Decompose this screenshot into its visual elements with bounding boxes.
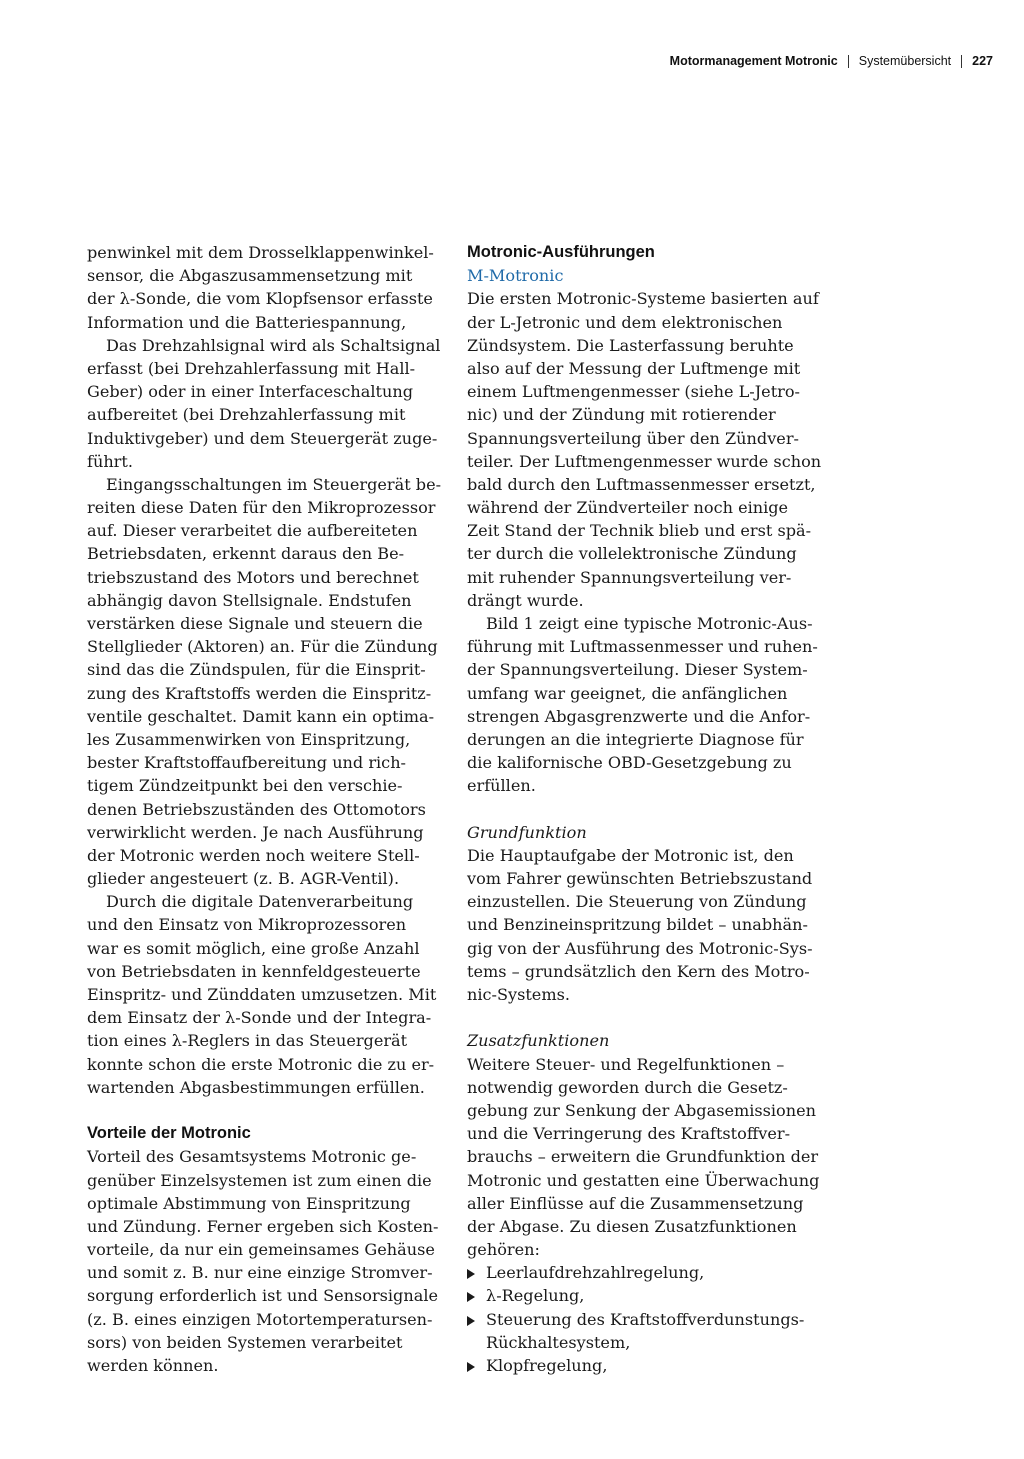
text-line: und somit z. B. nur eine einzige Stromver- [87,1263,433,1283]
text-line: vom Fahrer gewünschten Betriebszustand [467,869,813,889]
text-line: bester Kraftstoffaufbereitung und rich- [87,753,406,773]
list-item-text: Klopfregelung, [486,1356,608,1375]
text-line: gig von der Ausführung des Motronic-Sys- [467,938,813,958]
list-item [467,1261,839,1284]
section-grundfunktion [467,821,839,1007]
text-line: führung mit Luftmassenmesser und ruhen- [467,637,818,657]
text-line: sind das die Zündspulen, für die Einsprit- [87,660,426,680]
text-line: gehören: [467,1240,540,1260]
right-column [467,241,839,1377]
text-line: wartenden Abgasbestimmungen erfüllen. [87,1077,425,1097]
triangle-bullet-icon [467,1316,475,1326]
triangle-bullet-icon [467,1269,475,1279]
text-line: Durch die digitale Datenverarbeitung [106,892,414,912]
subsection-heading: M-Motronic [467,266,564,286]
text-line: drängt wurde. [467,590,584,610]
text-line: genüber Einzelsystemen ist zum einen die [87,1170,432,1190]
text-line: strengen Abgasgrenzwerte und die Anfor- [467,706,811,726]
body-paragraph [467,612,839,798]
section-heading: Vorteile der Motronic [87,1124,251,1143]
text-line: derungen an die integrierte Diagnose für [467,729,804,749]
text-line: Induktivgeber) und dem Steuergerät zuge- [87,428,438,448]
text-line: bald durch den Luftmassenmesser ersetzt, [467,474,816,494]
text-line: und den Einsatz von Mikroprozessoren [87,915,407,935]
text-line: und Benzineinspritzung bildet – unabhän- [467,915,808,935]
list-item-continuation [467,1331,839,1354]
text-line: Geber) oder in einer Interfaceschaltung [87,382,413,402]
paragraph-gap [467,1006,839,1029]
text-line: der Spannungsverteilung. Dieser System- [467,660,808,680]
text-line: der L-Jetronic und dem elektronischen [467,312,783,332]
list-item-text: λ-Regelung, [486,1286,585,1306]
triangle-bullet-icon [467,1292,475,1302]
text-line: Vorteil des Gesamtsystems Motronic ge- [87,1147,417,1167]
text-line: Betriebsdaten, erkennt daraus den Be- [87,544,405,564]
text-line: sors) von beiden Systemen verarbeitet [87,1332,403,1352]
text-line: Information und die Batteriespannung, [87,312,407,332]
text-line: mit ruhender Spannungsverteilung ver- [467,567,792,587]
header-divider [848,55,849,68]
list-item-text: Rückhaltesystem, [486,1332,631,1352]
triangle-bullet-icon [467,1362,475,1372]
text-line: einzustellen. Die Steuerung von Zündung [467,892,807,912]
text-line: Das Drehzahlsignal wird als Schaltsignal [106,335,441,355]
text-line: (z. B. eines einzigen Motortemperatursen- [87,1309,433,1329]
text-line: reiten diese Daten für den Mikroprozessor [87,498,436,518]
chapter-title: Motormanagement Motronic [669,54,838,68]
text-line: führt. [87,451,133,471]
text-line: werden können. [87,1356,219,1375]
text-line: nic-Systems. [467,985,570,1004]
text-line: der Motronic werden noch weitere Stell- [87,845,420,865]
body-paragraph [87,890,447,1099]
text-line: gebung zur Senkung der Abgasemissionen [467,1100,817,1120]
body-paragraph [87,473,447,890]
subsection-heading: Zusatzfunktionen [467,1031,610,1051]
text-line: der λ-Sonde, die vom Klopfsensor erfasste [87,289,433,309]
text-line: tems – grundsätzlich den Kern des Motro- [467,961,810,981]
text-line: zung des Kraftstoffs werden die Einspritz- [87,683,432,703]
subsection-heading: Grundfunktion [467,822,587,842]
left-column [87,241,447,1377]
text-line: also auf der Messung der Luftmenge mit [467,358,801,378]
body-paragraph [87,334,447,473]
text-line: nic) und der Zündung mit rotierender [467,405,776,425]
section-heading: Motronic-Ausführungen [467,243,655,261]
text-line: Bild 1 zeigt eine typische Motronic-Aus- [486,614,813,633]
text-line: Eingangsschaltungen im Steuergerät be- [106,474,442,494]
text-line: dem Einsatz der λ-Sonde und der Integra- [87,1008,432,1028]
text-line: erfüllen. [467,776,536,796]
text-line: erfasst (bei Drehzahlerfassung mit Hall- [87,358,416,378]
text-line: tion eines λ-Reglers in das Steuergerät [87,1031,408,1051]
text-line: teiler. Der Luftmengenmesser wurde schon [467,451,822,471]
list-item-text: Leerlaufdrehzahlregelung, [486,1263,705,1283]
section-zusatzfunktionen [467,1029,839,1377]
text-line: auf. Dieser verarbeitet die aufbereiteten [87,521,418,541]
text-line: Zeit Stand der Technik blieb und erst spä- [467,521,812,541]
body-paragraph [87,241,447,334]
text-line: verstärken diese Signale und steuern die [87,614,423,633]
text-line: ter durch die vollelektronische Zündung [467,544,797,564]
text-line: verwirklicht werden. Je nach Ausführung [87,822,424,842]
text-line: Motronic und gestatten eine Überwachung [467,1170,820,1190]
text-line: brauchs – erweitern die Grundfunktion der [467,1147,819,1167]
text-line: der Abgase. Zu diesen Zusatzfunktionen [467,1216,797,1236]
text-line: abhängig davon Stellsignale. Endstufen [87,590,412,610]
text-line: denen Betriebszuständen des Ottomotors [87,799,426,819]
paragraph-gap [467,798,839,821]
list-item [467,1308,839,1331]
text-line: notwendig geworden durch die Gesetz- [467,1077,788,1097]
text-line: einem Luftmengenmesser (siehe L-Jetro- [467,382,800,402]
text-line: die kalifornische OBD-Gesetzgebung zu [467,753,792,773]
text-line: aufbereitet (bei Drehzahlerfassung mit [87,405,406,425]
bullet-list [467,1261,839,1377]
text-line: konnte schon die erste Motronic die zu er- [87,1054,435,1074]
text-line: und Zündung. Ferner ergeben sich Kosten- [87,1216,439,1236]
body-paragraph [467,287,839,612]
text-line: Die ersten Motronic-Systeme basierten auf [467,289,819,309]
list-item [467,1284,839,1307]
text-line: während der Zündverteiler noch einige [467,498,789,518]
text-line: vorteile, da nur ein gemeinsames Gehäuse [87,1240,435,1260]
text-line: Zündsystem. Die Lasterfassung beruhte [467,335,794,355]
paragraph-gap [87,1099,447,1122]
list-item [467,1354,839,1377]
header-divider [961,55,962,68]
text-line: ventile geschaltet. Damit kann ein optima- [87,706,435,726]
text-line: Einspritz- und Zünddaten umzusetzen. Mit [87,985,437,1004]
text-line: triebszustand des Motors und berechnet [87,567,419,587]
text-line: penwinkel mit dem Drosselklappenwinkel- [87,243,434,262]
text-line: sensor, die Abgaszusammensetzung mit [87,266,413,286]
list-item-text: Steuerung des Kraftstoffverdunstungs- [486,1309,805,1329]
text-line: von Betriebsdaten in kennfeldgesteuerte [87,961,421,981]
text-line: Weitere Steuer- und Regelfunktionen – [467,1054,785,1074]
text-line: Die Hauptaufgabe der Motronic ist, den [467,845,794,865]
text-line: glieder angesteuert (z. B. AGR-Ventil). [87,869,400,889]
running-header [670,54,993,68]
text-line: sorgung erforderlich ist und Sensorsignale [87,1286,438,1306]
text-line: optimale Abstimmung von Einspritzung [87,1193,411,1213]
section-title: Systemübersicht [858,54,952,68]
text-line: umfang war geeignet, die anfänglichen [467,683,788,703]
text-line: und die Verringerung des Kraftstoffver- [467,1124,791,1144]
text-line: war es somit möglich, eine große Anzahl [87,938,420,958]
section-vorteile [87,1122,447,1377]
text-line: Stellglieder (Aktoren) an. Für die Zündung [87,637,438,657]
text-line: tigem Zündzeitpunkt bei den verschie- [87,776,403,796]
text-line: Spannungsverteilung über den Zündver- [467,428,799,448]
page-number: 227 [972,54,993,68]
text-line: les Zusammenwirken von Einspritzung, [87,729,411,749]
text-line: aller Einflüsse auf die Zusammensetzung [467,1193,804,1213]
